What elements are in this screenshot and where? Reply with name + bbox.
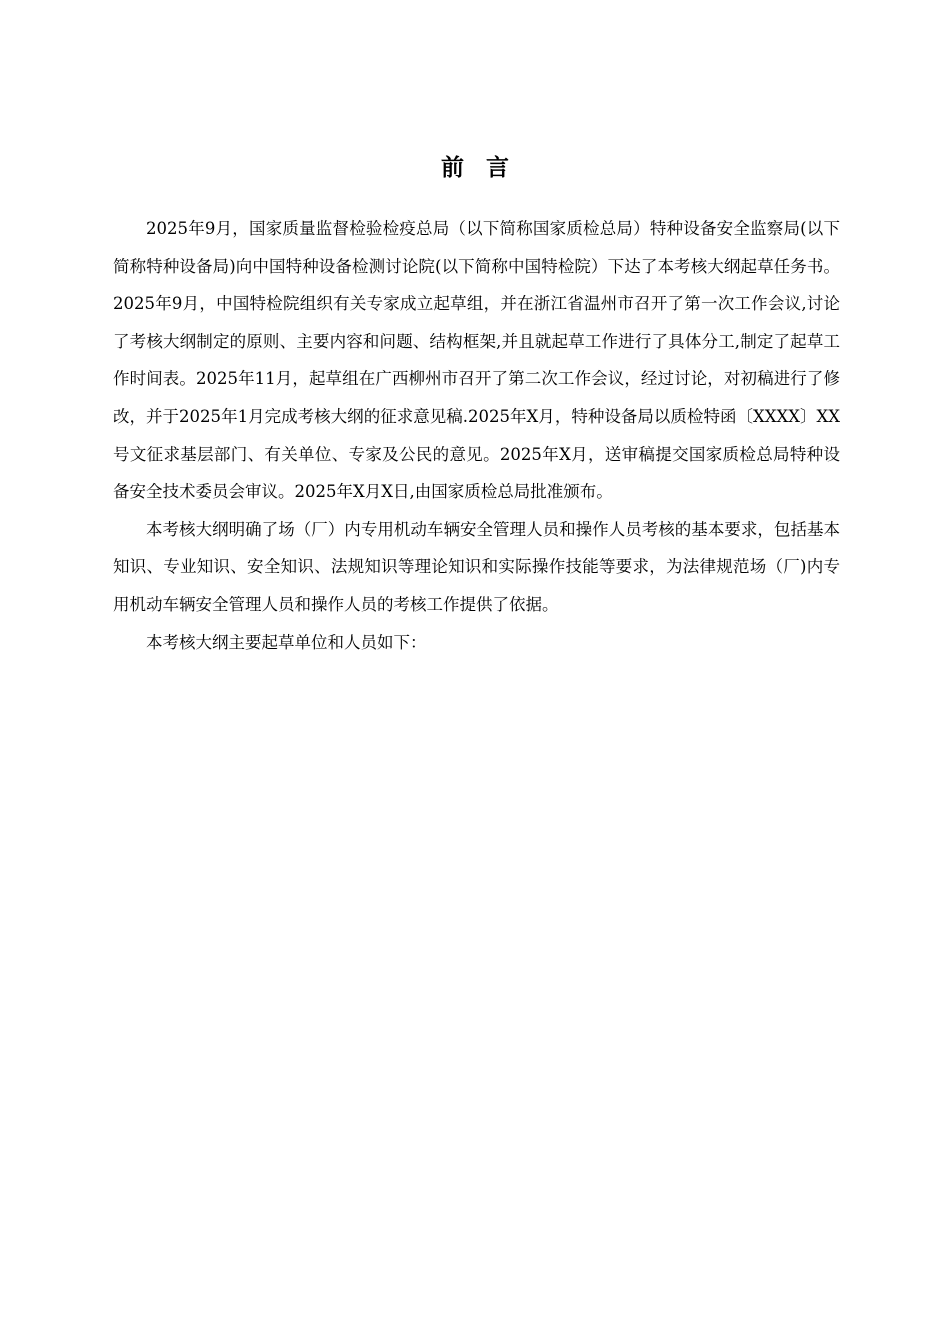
paragraph-drafters-intro: 本考核大纲主要起草单位和人员如下：: [146, 632, 427, 652]
document-body: [113, 210, 840, 661]
paragraph-drafting-history: 2025年9月，国家质量监督检验检疫总局（以下简称国家质检总局）特种设备安全监察局(以下简称特种设备局)向中国特种设备检测讨论院(以下简称中国特检院）下达了本考核大纲起草任务书。2025年9月，中国特检院组织有关专家成立起草组，并在浙江省温州市召开了第一次工作会议,讨论了考核大纲制定的原则、主要内容和问题、结构框架,并且就起草工作进行了具体分工,制定了起草工作时间表。2025年11月，起草组在广西柳州市召开了第二次工作会议，经过讨论，对初稿进行了修改，并于2025年1月完成考核大纲的征求意见稿.2025年X月，特种设备局以质检特函〔XXXX〕XX号文征求基层部门、有关单位、专家及公民的意见。2025年X月，送审稿提交国家质检总局特种设备安全技术委员会审议。2025年X月X日,由国家质检总局批准颁布。: [113, 219, 840, 502]
page-title: 前言: [441, 154, 531, 181]
paragraph-scope: 本考核大纲明确了场（厂）内专用机动车辆安全管理人员和操作人员考核的基本要求，包括基本知识、专业知识、安全知识、法规知识等理论知识和实际操作技能等要求，为法律规范场（厂)内专用机动车辆安全管理人员和操作人员的考核工作提供了依据。: [113, 519, 840, 614]
